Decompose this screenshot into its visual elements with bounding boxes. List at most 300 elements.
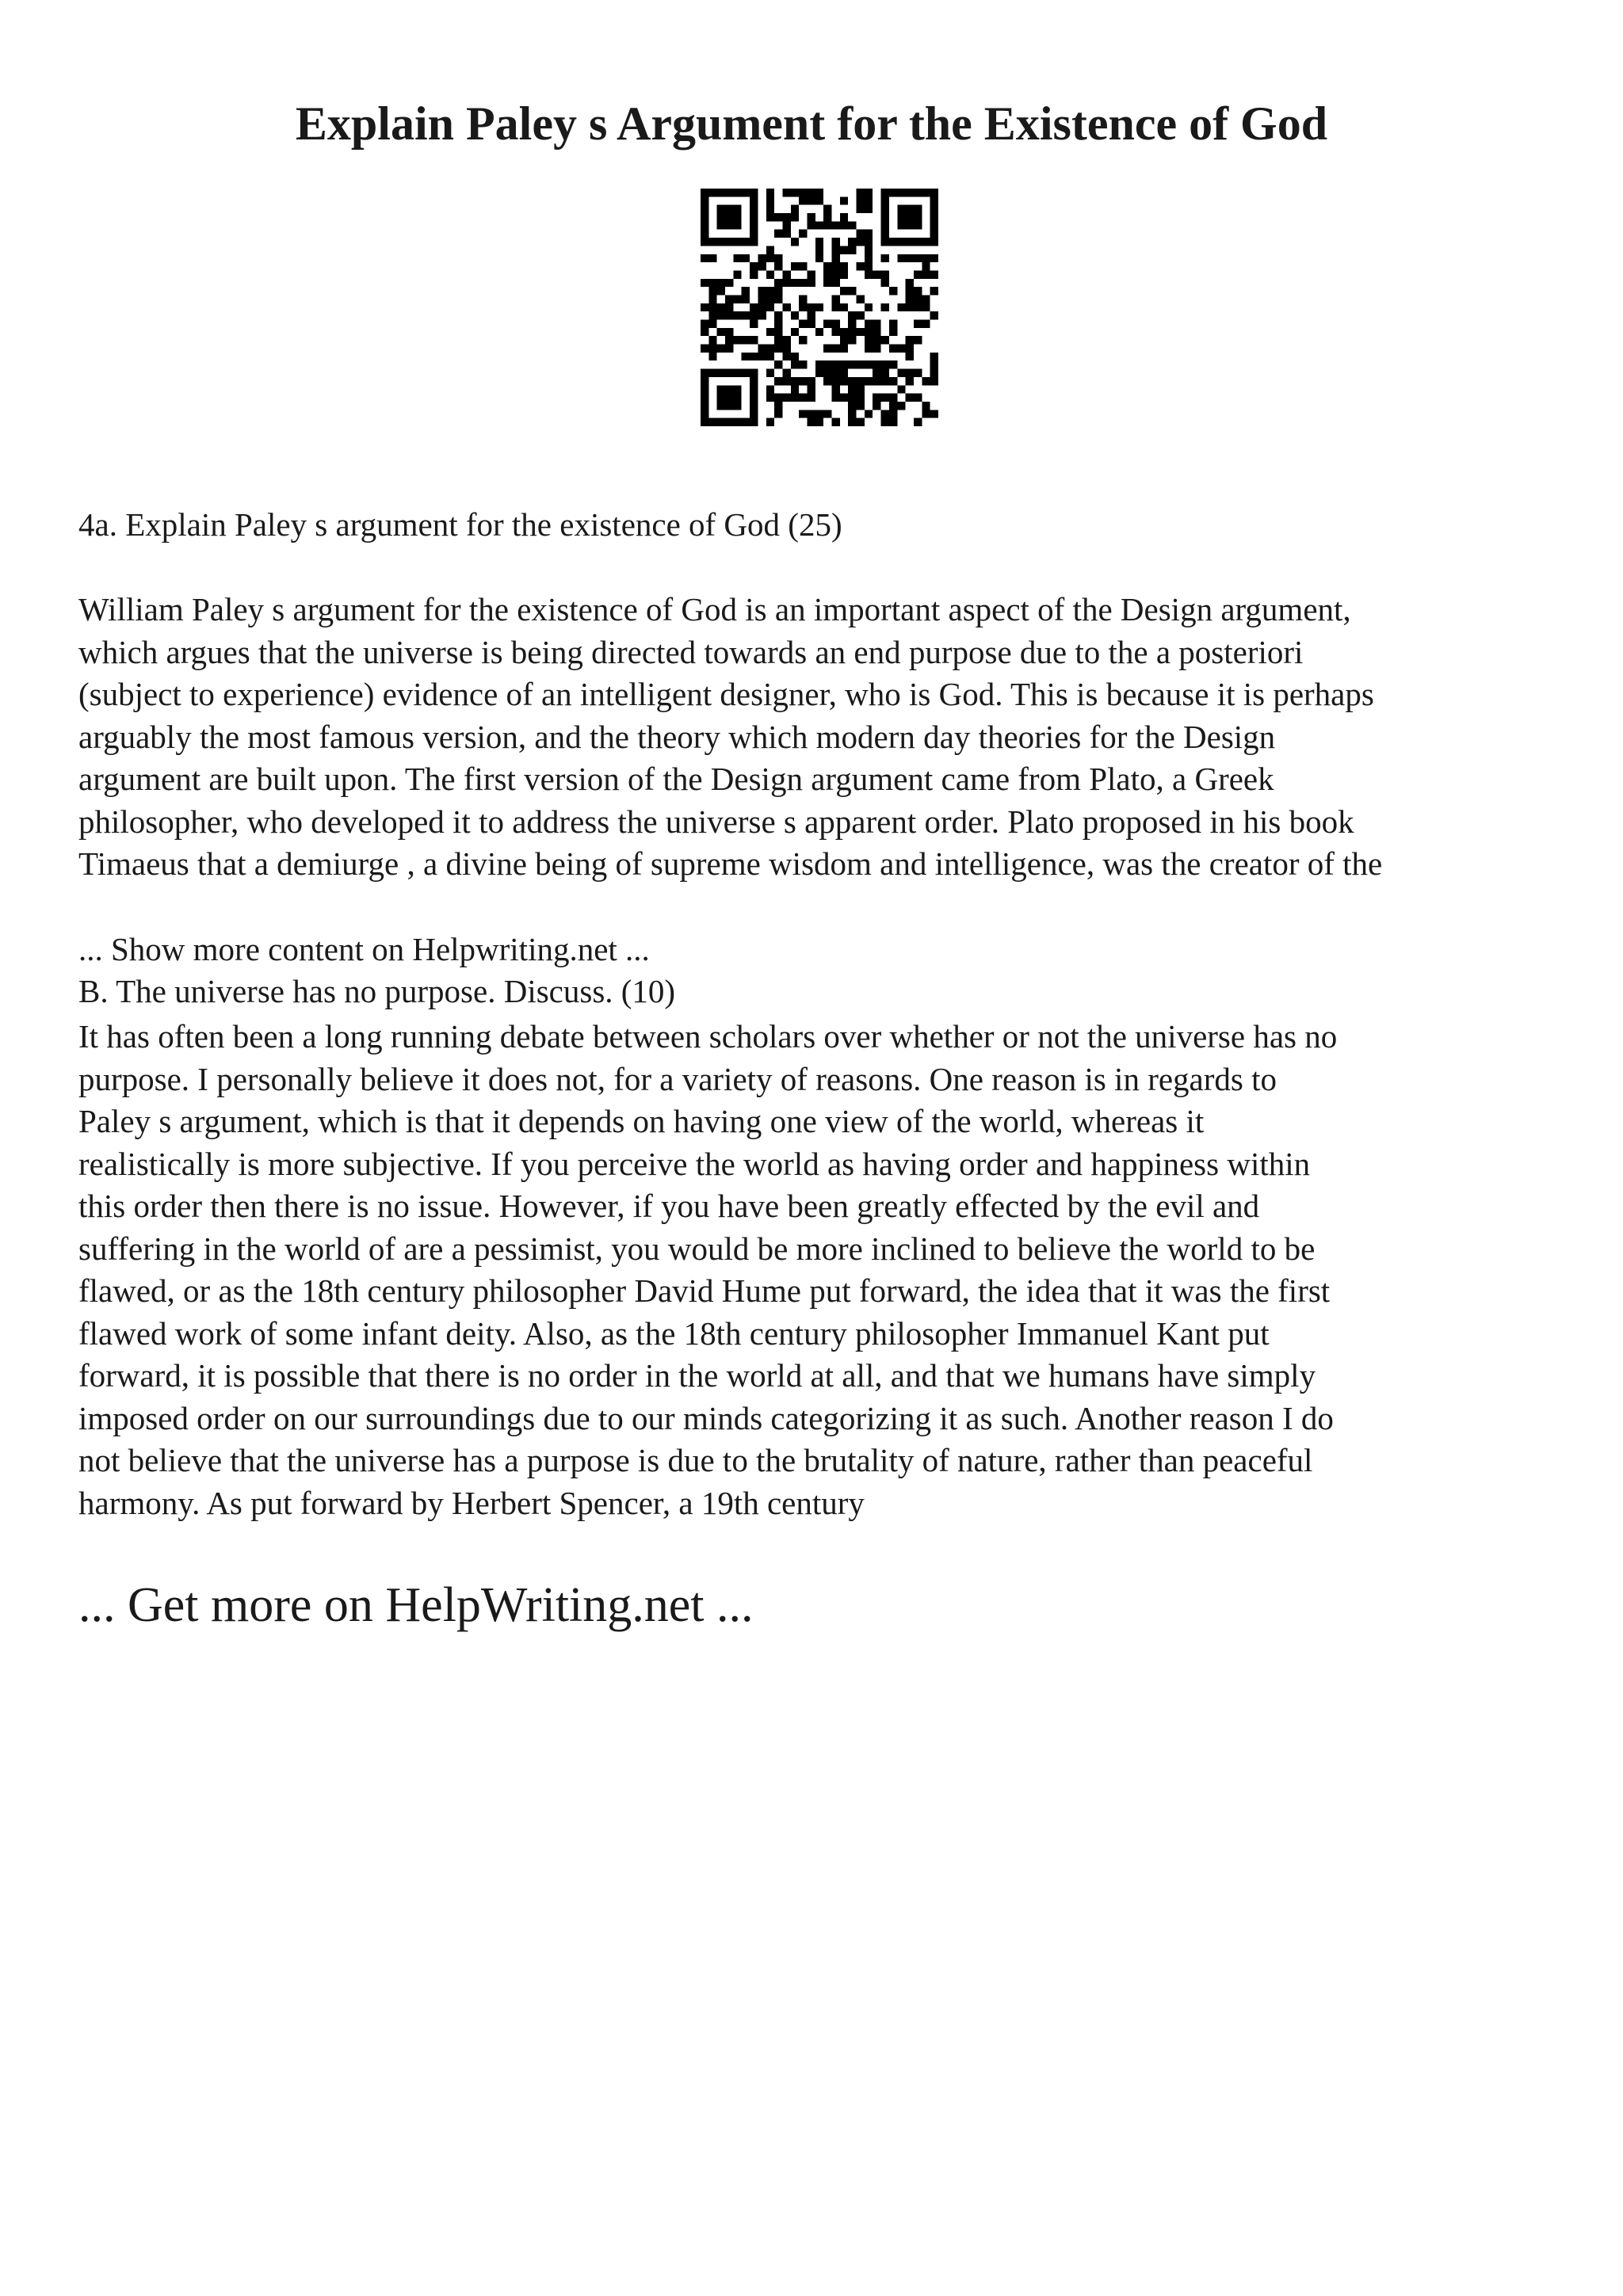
qr-module — [799, 320, 807, 328]
qr-module — [857, 418, 865, 426]
qr-module — [823, 279, 831, 287]
qr-module — [807, 196, 815, 204]
qr-module — [873, 270, 880, 278]
qr-module — [758, 262, 766, 270]
qr-module — [701, 345, 708, 353]
qr-module — [840, 196, 848, 204]
qr-module — [791, 377, 799, 385]
qr-module — [708, 353, 716, 360]
qr-module — [865, 254, 873, 262]
qr-module — [930, 287, 938, 295]
qr-module — [922, 402, 930, 410]
paragraph-2-line: this order then there is no issue. However, if you have been greatly effected by the evil and — [78, 1188, 1260, 1224]
qr-module — [930, 369, 938, 377]
qr-module — [742, 353, 750, 360]
qr-module — [840, 336, 848, 344]
qr-module — [922, 254, 930, 262]
paragraph-2-line: purpose. I personally believe it does not, for a variety of reasons. One reason is in regards to — [78, 1060, 1277, 1097]
qr-module — [782, 345, 790, 353]
qr-module — [807, 311, 815, 319]
qr-module — [906, 345, 914, 353]
qr-module — [906, 336, 914, 344]
qr-module — [823, 213, 831, 221]
qr-module — [865, 360, 873, 368]
qr-module — [857, 196, 865, 204]
qr-module — [807, 320, 815, 328]
qr-module — [922, 295, 930, 303]
qr-module — [799, 377, 807, 385]
qr-module — [725, 295, 733, 303]
qr-module — [848, 394, 856, 402]
qr-module — [857, 360, 865, 368]
qr-module — [823, 320, 831, 328]
qr-module — [708, 311, 716, 319]
qr-module — [840, 221, 848, 229]
qr-module — [840, 345, 848, 353]
qr-module — [708, 254, 716, 262]
qr-module — [881, 254, 889, 262]
qr-module — [897, 254, 905, 262]
qr-module — [889, 345, 897, 353]
paragraph-2-line: suffering in the world of are a pessimist, you would be more inclined to believe the world to be — [78, 1230, 1316, 1267]
qr-module — [791, 262, 799, 270]
qr-module — [832, 279, 840, 287]
qr-module — [758, 287, 766, 295]
qr-module — [725, 311, 733, 319]
qr-module — [807, 213, 815, 221]
qr-module — [857, 311, 865, 319]
qr-module — [906, 279, 914, 287]
qr-module — [815, 254, 823, 262]
qr-module — [906, 377, 914, 385]
qr-module — [832, 262, 840, 270]
paragraph-2-line: flawed, or as the 18th century philosopher David Hume put forward, the idea that it was the first — [78, 1272, 1331, 1309]
qr-module — [889, 394, 897, 402]
qr-module — [708, 279, 716, 287]
paragraph-2-line: harmony. As put forward by Herbert Spencer, a 19th century — [78, 1484, 865, 1521]
qr-module — [733, 295, 741, 303]
qr-module — [708, 303, 716, 311]
qr-module — [897, 402, 905, 410]
qr-module — [733, 254, 741, 262]
qr-module — [848, 287, 856, 295]
qr-module — [791, 213, 799, 221]
qr-module — [873, 345, 880, 353]
qr-module — [865, 205, 873, 213]
qr-module — [857, 205, 865, 213]
qr-module — [848, 385, 856, 393]
qr-module — [922, 262, 930, 270]
qr-module — [807, 385, 815, 393]
qr-module — [758, 254, 766, 262]
qr-module — [750, 320, 758, 328]
qr-module — [774, 360, 782, 368]
qr-module — [766, 295, 774, 303]
qr-module — [840, 369, 848, 377]
paragraph-1-line: (subject to experience) evidence of an intelligent designer, who is God. This is because it is perhaps — [78, 676, 1374, 712]
qr-module — [766, 303, 774, 311]
qr-module — [906, 295, 914, 303]
qr-module — [750, 353, 758, 360]
qr-module — [791, 353, 799, 360]
qr-module — [799, 279, 807, 287]
qr-module — [799, 336, 807, 344]
qr-module — [873, 336, 880, 344]
qr-module — [873, 328, 880, 336]
qr-module — [832, 254, 840, 262]
qr-module — [701, 328, 708, 336]
qr-module — [742, 336, 750, 344]
qr-module — [774, 311, 782, 319]
qr-module — [823, 410, 831, 418]
qr-module — [766, 385, 774, 393]
page-title: Explain Paley s Argument for the Existence of God — [295, 97, 1328, 150]
qr-module — [881, 418, 889, 426]
qr-module — [815, 360, 823, 368]
qr-module — [807, 377, 815, 385]
qr-module — [906, 287, 914, 295]
qr-module — [889, 402, 897, 410]
qr-module — [857, 230, 865, 238]
qr-module — [897, 369, 905, 377]
qr-module — [742, 287, 750, 295]
qr-module — [766, 418, 774, 426]
qr-module — [823, 369, 831, 377]
qr-module — [774, 336, 782, 344]
qr-module — [823, 270, 831, 278]
qr-module — [881, 336, 889, 344]
qr-module — [848, 402, 856, 410]
qr-module — [930, 377, 938, 385]
qr-module — [865, 320, 873, 328]
qr-module — [881, 279, 889, 287]
qr-module — [873, 360, 880, 368]
qr-module — [857, 328, 865, 336]
qr-module — [832, 328, 840, 336]
qr-module — [832, 295, 840, 303]
qr-module — [865, 270, 873, 278]
qr-module — [840, 394, 848, 402]
qr-module — [873, 369, 880, 377]
paragraph-1-line: arguably the most famous version, and the theory which modern day theories for the Design — [78, 718, 1276, 755]
qr-module — [717, 303, 725, 311]
qr-module — [782, 377, 790, 385]
qr-module — [865, 189, 873, 196]
qr-finder-core — [717, 385, 742, 410]
qr-module — [832, 345, 840, 353]
qr-module — [906, 353, 914, 360]
qr-module — [840, 377, 848, 385]
qr-module — [799, 303, 807, 311]
qr-module — [774, 254, 782, 262]
qr-module — [823, 205, 831, 213]
qr-module — [914, 394, 922, 402]
qr-module — [848, 360, 856, 368]
qr-module — [914, 320, 922, 328]
qr-module — [774, 328, 782, 336]
qr-module — [791, 394, 799, 402]
qr-module — [889, 410, 897, 418]
qr-module — [815, 221, 823, 229]
qr-module — [791, 328, 799, 336]
qr-module — [815, 238, 823, 246]
qr-module — [791, 360, 799, 368]
qr-module — [922, 270, 930, 278]
qr-module — [774, 377, 782, 385]
qr-module — [782, 303, 790, 311]
qr-module — [889, 287, 897, 295]
qr-module — [832, 221, 840, 229]
qr-module — [865, 377, 873, 385]
question-heading-a: 4a. Explain Paley s argument for the existence of God (25) — [78, 506, 842, 543]
qr-module — [914, 303, 922, 311]
qr-module — [733, 336, 741, 344]
qr-module — [873, 377, 880, 385]
qr-module — [807, 418, 815, 426]
qr-module — [750, 311, 758, 319]
qr-module — [758, 345, 766, 353]
qr-module — [766, 353, 774, 360]
qr-module — [708, 336, 716, 344]
qr-module — [782, 221, 790, 229]
qr-module — [873, 402, 880, 410]
qr-module — [782, 394, 790, 402]
qr-module — [914, 270, 922, 278]
qr-module — [766, 328, 774, 336]
qr-module — [758, 353, 766, 360]
paragraph-1 — [78, 589, 1568, 886]
qr-module — [815, 328, 823, 336]
qr-finder-core — [717, 205, 742, 230]
qr-module — [701, 279, 708, 287]
qr-module — [766, 270, 774, 278]
qr-module — [742, 311, 750, 319]
paragraph-1-line: philosopher, who developed it to address the universe s apparent order. Plato proposed in his book — [78, 803, 1354, 840]
qr-module — [832, 270, 840, 278]
qr-module — [750, 262, 758, 270]
qr-module — [750, 336, 758, 344]
qr-module — [848, 418, 856, 426]
qr-module — [922, 410, 930, 418]
qr-module — [897, 303, 905, 311]
qr-module — [865, 410, 873, 418]
paragraph-1-line: William Paley s argument for the existence of God is an important aspect of the Design argument, — [78, 591, 1351, 627]
qr-module — [815, 196, 823, 204]
qr-module — [725, 328, 733, 336]
qr-module — [848, 320, 856, 328]
qr-module — [873, 394, 880, 402]
qr-module — [717, 345, 725, 353]
qr-module — [906, 369, 914, 377]
qr-module — [766, 254, 774, 262]
qr-module — [832, 377, 840, 385]
qr-module — [766, 394, 774, 402]
qr-module — [865, 238, 873, 246]
qr-module — [865, 336, 873, 344]
qr-module — [881, 369, 889, 377]
qr-module — [758, 295, 766, 303]
qr-module — [791, 238, 799, 246]
qr-module — [774, 410, 782, 418]
qr-module — [766, 345, 774, 353]
qr-module — [799, 410, 807, 418]
paragraph-2-line: realistically is more subjective. If you perceive the world as having order and happiness within — [78, 1145, 1311, 1182]
qr-module — [725, 345, 733, 353]
qr-module — [717, 328, 725, 336]
qr-module — [889, 418, 897, 426]
qr-module — [717, 311, 725, 319]
qr-module — [774, 287, 782, 295]
qr-module — [766, 189, 774, 196]
qr-module — [782, 353, 790, 360]
qr-module — [922, 377, 930, 385]
qr-module — [708, 320, 716, 328]
qr-module — [897, 385, 905, 393]
qr-module — [832, 360, 840, 368]
qr-module — [708, 295, 716, 303]
qr-code-icon — [701, 189, 938, 426]
qr-module — [857, 402, 865, 410]
qr-module — [758, 303, 766, 311]
qr-module — [701, 303, 708, 311]
qr-module — [823, 262, 831, 270]
qr-module — [857, 295, 865, 303]
qr-module — [832, 246, 840, 254]
paragraph-2-line: imposed order on our surroundings due to our minds categorizing it as such. Another reason I do — [78, 1399, 1334, 1436]
qr-module — [782, 279, 790, 287]
question-heading-b: B. The universe has no purpose. Discuss. (10) — [78, 973, 676, 1009]
qr-module — [914, 295, 922, 303]
qr-module — [742, 254, 750, 262]
qr-module — [766, 196, 774, 204]
qr-module — [889, 320, 897, 328]
qr-module — [742, 295, 750, 303]
qr-module — [807, 270, 815, 278]
qr-module — [848, 377, 856, 385]
qr-module — [840, 246, 848, 254]
paragraph-2-line: forward, it is possible that there is no order in the world at all, and that we humans have simply — [78, 1357, 1316, 1394]
qr-module — [914, 254, 922, 262]
qr-module — [840, 303, 848, 311]
qr-module — [807, 394, 815, 402]
qr-module — [930, 270, 938, 278]
qr-module — [832, 418, 840, 426]
qr-module — [922, 320, 930, 328]
qr-module — [930, 353, 938, 360]
qr-module — [930, 254, 938, 262]
qr-module — [774, 394, 782, 402]
qr-module — [791, 279, 799, 287]
qr-module — [799, 360, 807, 368]
qr-module — [799, 230, 807, 238]
qr-module — [733, 311, 741, 319]
qr-module — [799, 394, 807, 402]
qr-module — [848, 328, 856, 336]
qr-module — [832, 385, 840, 393]
qr-module — [717, 279, 725, 287]
paragraph-2-line: Paley s argument, which is that it depends on having one view of the world, whereas it — [78, 1103, 1205, 1139]
qr-module — [840, 360, 848, 368]
qr-module — [733, 270, 741, 278]
qr-module — [782, 189, 790, 196]
qr-module — [725, 303, 733, 311]
paragraph-1-line: argument are built upon. The first version of the Design argument came from Plato, a Greek — [78, 761, 1274, 797]
qr-module — [799, 262, 807, 270]
qr-module — [725, 336, 733, 344]
show-more-link[interactable]: ... Show more content on Helpwriting.net ... — [78, 931, 650, 967]
qr-module — [782, 336, 790, 344]
qr-module — [865, 230, 873, 238]
qr-module — [807, 221, 815, 229]
qr-module — [857, 238, 865, 246]
qr-module — [832, 394, 840, 402]
qr-module — [848, 410, 856, 418]
qr-module — [848, 311, 856, 319]
qr-module — [807, 189, 815, 196]
qr-module — [857, 385, 865, 393]
qr-module — [881, 410, 889, 418]
qr-module — [823, 345, 831, 353]
qr-module — [840, 328, 848, 336]
paragraph-1-line: Timaeus that a demiurge , a divine being of supreme wisdom and intelligence, was the creator of the — [78, 845, 1383, 882]
qr-module — [848, 221, 856, 229]
qr-module — [889, 360, 897, 368]
qr-module — [750, 303, 758, 311]
paragraph-2-line: flawed work of some infant deity. Also, as the 18th century philosopher Immanuel Kant put — [78, 1314, 1270, 1352]
qr-module — [750, 270, 758, 278]
qr-module — [857, 189, 865, 196]
qr-module — [799, 295, 807, 303]
qr-module — [914, 336, 922, 344]
qr-module — [815, 369, 823, 377]
qr-module — [807, 410, 815, 418]
qr-module — [823, 377, 831, 385]
qr-module — [758, 311, 766, 319]
qr-module — [889, 377, 897, 385]
qr-module — [865, 303, 873, 311]
qr-module — [791, 311, 799, 319]
qr-module — [865, 345, 873, 353]
qr-module — [906, 303, 914, 311]
qr-module — [774, 213, 782, 221]
qr-module — [791, 205, 799, 213]
qr-module — [766, 246, 774, 254]
get-more-link[interactable]: ... Get more on HelpWriting.net ... — [78, 1578, 754, 1632]
qr-module — [766, 369, 774, 377]
qr-module — [889, 328, 897, 336]
qr-module — [774, 230, 782, 238]
qr-module — [815, 189, 823, 196]
qr-module — [815, 246, 823, 254]
qr-module — [914, 369, 922, 377]
qr-module — [865, 328, 873, 336]
qr-module — [807, 279, 815, 287]
qr-module — [865, 246, 873, 254]
qr-module — [791, 189, 799, 196]
qr-module — [815, 410, 823, 418]
qr-module — [799, 189, 807, 196]
qr-module — [799, 196, 807, 204]
qr-module — [930, 410, 938, 418]
qr-module — [782, 213, 790, 221]
qr-module — [848, 336, 856, 344]
qr-module — [832, 369, 840, 377]
qr-module — [873, 320, 880, 328]
qr-module — [774, 320, 782, 328]
qr-module — [897, 345, 905, 353]
qr-module — [815, 303, 823, 311]
qr-module — [840, 262, 848, 270]
